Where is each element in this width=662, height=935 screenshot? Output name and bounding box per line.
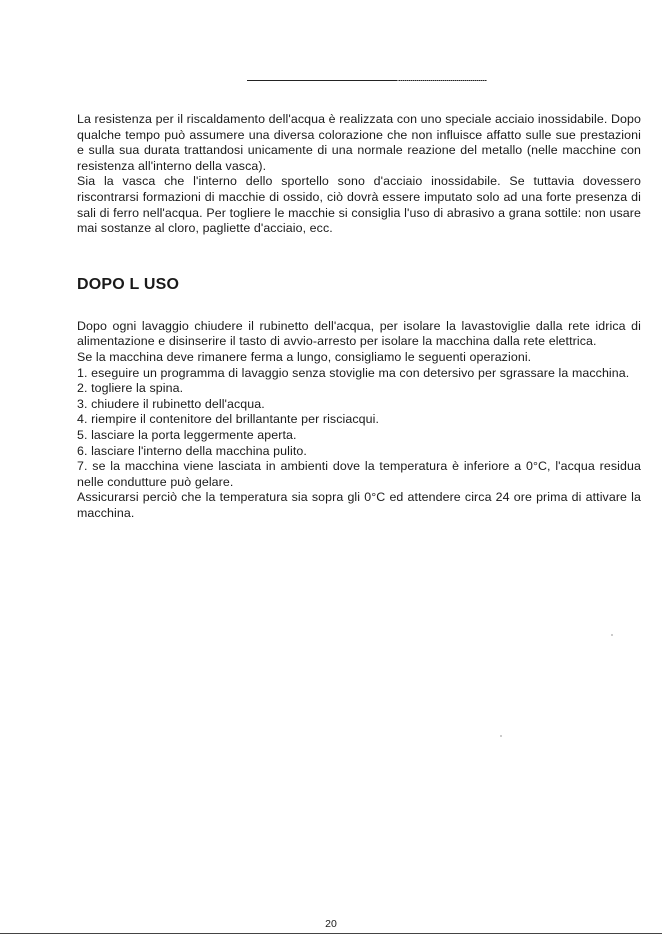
scan-speck (611, 634, 613, 636)
header-rule (247, 80, 487, 81)
paragraph: Se la macchina deve rimanere ferma a lungo, consigliamo le seguenti operazioni. (77, 349, 532, 364)
list-item: 2. togliere la spina. (77, 381, 184, 396)
list-item: 7. se la macchina viene lasciata in ambienti dove la temperatura è inferiore a 0°C, l'acqua residua nelle condutture può gelare. (77, 459, 641, 489)
paragraph: La resistenza per il riscaldamento dell'acqua è realizzata con uno speciale acciaio inossidabile. Dopo qualche tempo può assumere una diversa colorazione che non influisce affatto sulle sue prestazioni e sulla sua durata trattandosi unicamente di una normale reazione del metallo (nelle macchine con resistenza all'interno della vasca). (77, 112, 641, 173)
scan-speck (500, 735, 502, 737)
document-body (77, 112, 641, 521)
list-item: 6. lasciare l'interno della macchina pulito. (77, 443, 307, 458)
list-item: 3. chiudere il rubinetto dell'acqua. (77, 396, 265, 411)
footer-rule (0, 933, 662, 934)
list-item: 1. eseguire un programma di lavaggio senza stoviglie ma con detersivo per sgrassare la macchina. (77, 365, 630, 380)
list-item: 4. riempire il contenitore del brillantante per risciacqui. (77, 412, 380, 427)
paragraph: Dopo ogni lavaggio chiudere il rubinetto dell'acqua, per isolare la lavastoviglie dalla rete idrica di alimentazione e disinserire il tasto di avvio-arresto per isolare la macchina dalla rete elettrica. (77, 318, 641, 349)
section-heading: DOPO L USO (77, 275, 180, 293)
page-number: 20 (325, 918, 337, 930)
paragraph: Assicurarsi perciò che la temperatura sia sopra gli 0°C ed attendere circa 24 ore prima di attivare la macchina. (77, 490, 641, 520)
list-item: 5. lasciare la porta leggermente aperta. (77, 427, 297, 442)
paragraph: Sia la vasca che l'interno dello sportello sono d'acciaio inossidabile. Se tuttavia dovessero riscontrarsi formazioni di macchie di ossido, ciò dovrà essere imputato solo ad una forte presenza di sali di ferro nell'acqua. Per togliere le macchie si consiglia l'uso di abrasivo a grana sottile: non usare mai sostanze al cloro, pagliette d'acciaio, ecc. (77, 174, 641, 236)
